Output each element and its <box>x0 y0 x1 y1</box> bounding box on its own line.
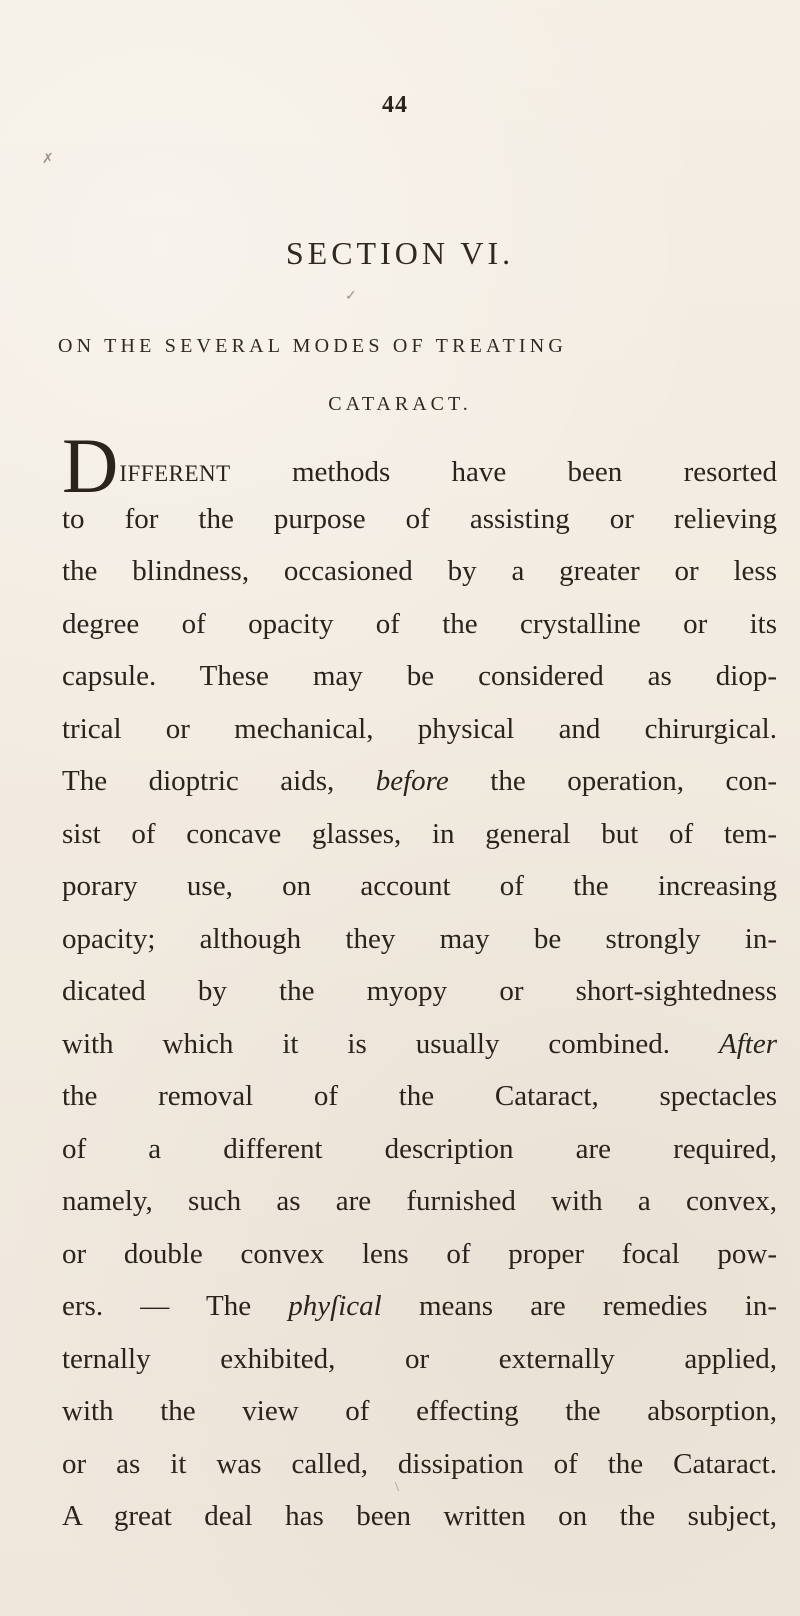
small-caps-word: IFFERENT <box>119 461 231 486</box>
body-line-1 <box>62 422 777 509</box>
body-line-7-start: The dioptric aids, <box>62 765 376 797</box>
body-line-17-end: means are remedies in- <box>381 1290 777 1322</box>
body-line-17 <box>62 1280 777 1333</box>
drop-cap: D <box>62 422 119 509</box>
body-line-16: or double convex lens of proper focal pow- <box>62 1237 777 1270</box>
section-subtitle-line-2: CATARACT. <box>328 393 472 415</box>
body-line-17-start: ers. — The <box>62 1290 289 1322</box>
body-text <box>62 422 777 1543</box>
body-line-4: degree of opacity of the crystalline or its <box>62 607 777 640</box>
italic-word-physical: phyſical <box>288 1290 382 1322</box>
body-line-9: porary use, on account of the increasing <box>62 870 777 902</box>
body-line-12 <box>62 1018 777 1071</box>
section-title: SECTION VI. <box>285 235 515 271</box>
stray-mark-mid-1: ✓ <box>345 289 357 304</box>
body-line-8: sist of concave glasses, in general but of tem- <box>62 817 777 850</box>
body-line-1-rest: methods have been resorted <box>230 456 777 488</box>
body-line-13: the removal of the Cataract, spectacles <box>62 1080 777 1112</box>
body-line-10: opacity; although they may be strongly in- <box>62 922 777 955</box>
body-line-6: trical or mechanical, physical and chirurgical. <box>62 712 777 745</box>
stray-mark-mid-2: \ <box>395 1480 399 1495</box>
stray-mark-left: ✗ <box>42 152 54 167</box>
page-number: 44 <box>382 92 408 118</box>
body-line-20: or as it was called, dissipation of the Cataract. <box>62 1447 777 1480</box>
body-line-14: of a different description are required, <box>62 1132 777 1165</box>
body-line-3: the blindness, occasioned by a greater or less <box>62 555 777 587</box>
body-line-21: A great deal has been written on the subject, <box>62 1500 777 1532</box>
body-line-7 <box>62 755 777 808</box>
body-line-7-end: the operation, con- <box>448 765 777 797</box>
body-line-11: dicated by the myopy or short-sightedness <box>62 975 777 1007</box>
section-subtitle-line-1: ON THE SEVERAL MODES OF TREATING <box>58 335 568 357</box>
body-line-19: with the view of effecting the absorption, <box>62 1395 777 1427</box>
body-line-15: namely, such as are furnished with a convex, <box>62 1185 777 1217</box>
body-line-2: to for the purpose of assisting or relieving <box>62 502 777 535</box>
body-line-5: capsule. These may be considered as diop- <box>62 660 777 692</box>
italic-word-after: After <box>719 1027 777 1060</box>
body-line-12-start: with which it is usually combined. <box>62 1027 719 1060</box>
italic-word-before: before <box>375 765 449 797</box>
body-line-18: ternally exhibited, or externally applied, <box>62 1342 777 1375</box>
